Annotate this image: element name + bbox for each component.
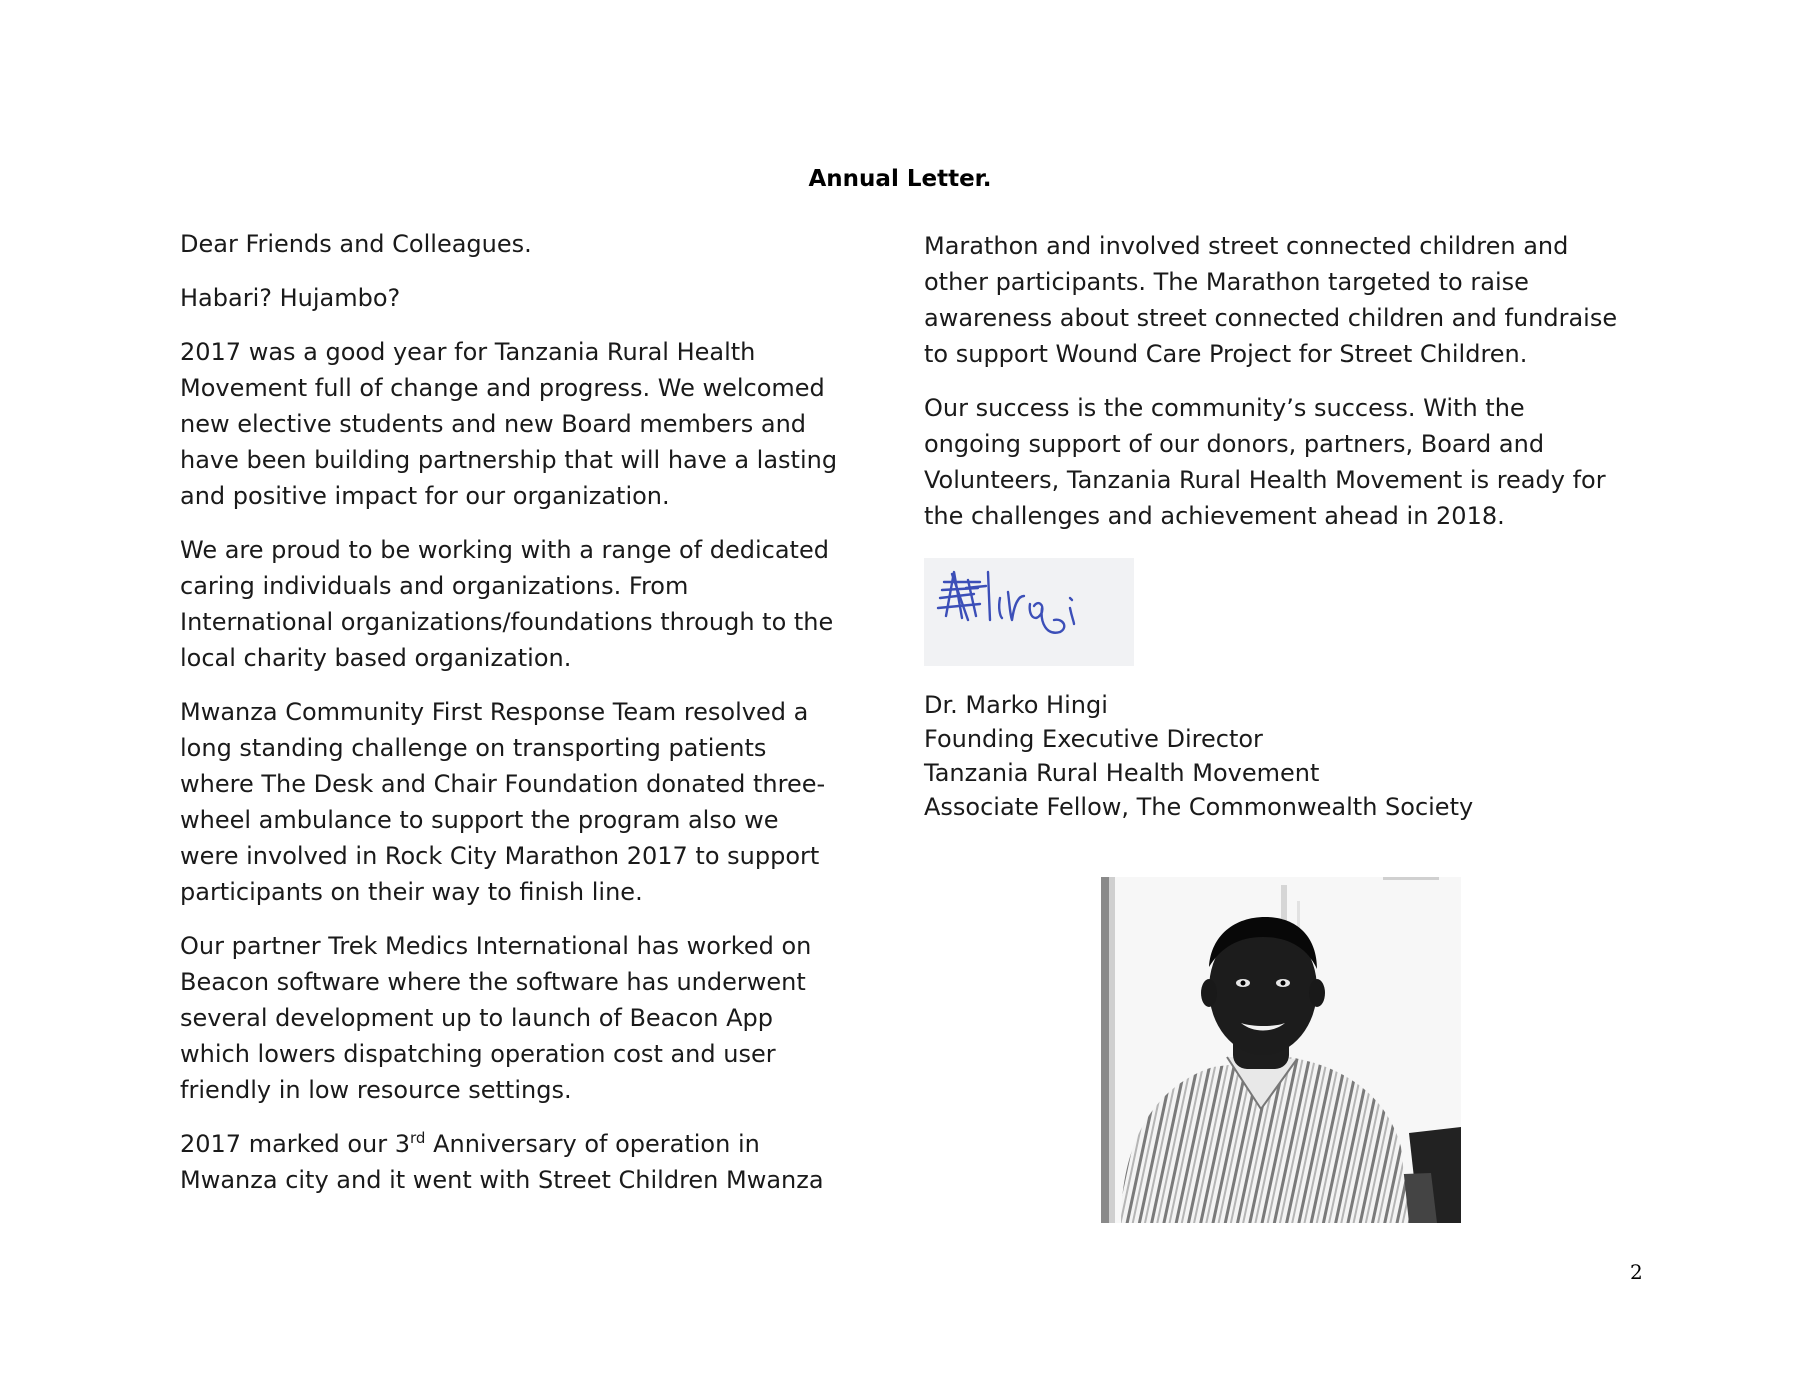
paragraph-year-summary: 2017 was a good year for Tanzania Rural Health Movement full of change and progress. We welcomed new elective students and new Board members and have been building partnership that will have a lasting and positive impact for our organization.	[180, 338, 838, 510]
ordinal-suffix: rd	[410, 1129, 426, 1147]
signatory-affiliation: Associate Fellow, The Commonwealth Society	[924, 793, 1474, 821]
signatory-role: Founding Executive Director	[924, 725, 1263, 753]
paragraph-marathon: Marathon and involved street connected children and other participants. The Marathon targeted to raise awareness about street connected children and fundraise to support Wound Care Project for Street Children.	[924, 232, 1618, 368]
portrait-image	[1101, 877, 1461, 1223]
paragraph-anniversary	[180, 1126, 840, 1198]
paragraph-beacon-app: Our partner Trek Medics International has worked on Beacon software where the software has underwent several development up to launch of Beacon App which lowers dispatching operation cost and user friendly in low resource settings.	[180, 932, 812, 1104]
paragraph-first-response: Mwanza Community First Response Team resolved a long standing challenge on transporting patients where The Desk and Chair Foundation donated three-wheel ambulance to support the program also we were involved in Rock City Marathon 2017 to support participants on their way to finish line.	[180, 698, 826, 906]
right-column	[924, 228, 1624, 824]
signatory-details	[924, 688, 1624, 824]
paragraph-success: Our success is the community’s success. With the ongoing support of our donors, partners, Board and Volunteers, Tanzania Rural Health Movement is ready for the challenges and achievement ahead in 2018.	[924, 394, 1606, 530]
paragraph-partners: We are proud to be working with a range of dedicated caring individuals and organizations. From International organizations/foundations through to the local charity based organization.	[180, 536, 834, 672]
salutation: Habari? Hujambo?	[180, 284, 401, 312]
page-number: 2	[1630, 1260, 1643, 1284]
anniversary-text-start: 2017 marked our 3	[180, 1130, 410, 1158]
handwritten-signature	[924, 558, 1134, 666]
signatory-name: Dr. Marko Hingi	[924, 691, 1108, 719]
anniversary-text-end: Anniversary of operation in Mwanza city and it went with Street Children Mwanza	[180, 1130, 824, 1194]
signatory-organization: Tanzania Rural Health Movement	[924, 759, 1320, 787]
page-title: Annual Letter.	[808, 166, 992, 192]
left-column	[180, 226, 840, 1216]
greeting: Dear Friends and Colleagues.	[180, 230, 532, 258]
signature-scribble	[924, 558, 1134, 666]
director-photo	[1101, 877, 1461, 1223]
